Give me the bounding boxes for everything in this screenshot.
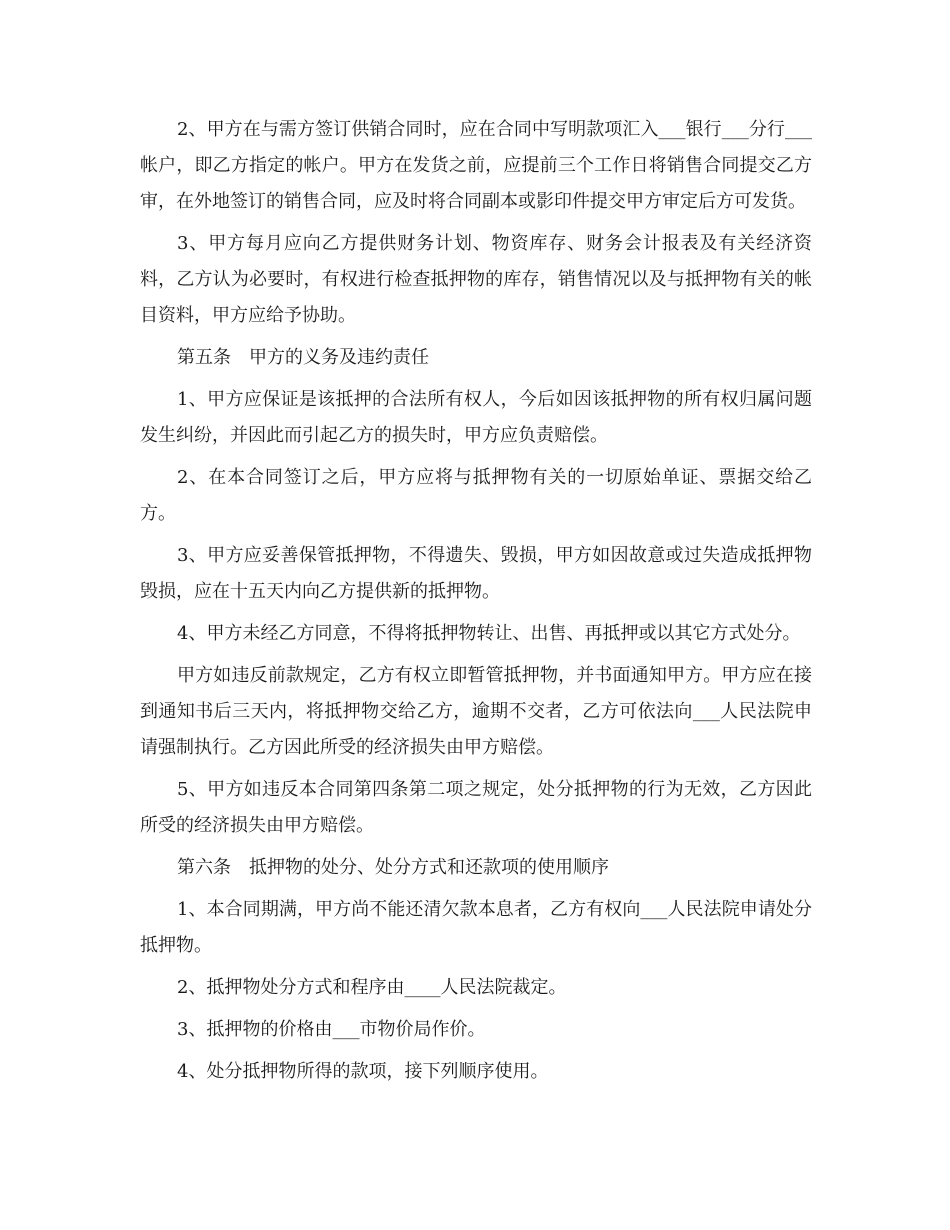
article-5-heading: 第五条 甲方的义务及违约责任 — [177, 347, 429, 368]
clause-6-2-paragraph: 2、抵押物处分方式和程序由____人民法院裁定。 — [177, 977, 567, 998]
clause-5-5-paragraph: 5、甲方如违反本合同第四条第二项之规定，处分抵押物的行为无效，乙方因此所受的经济损失由甲方赔偿。 — [140, 779, 812, 836]
article-6-heading: 第六条 抵押物的处分、处分方式和还款项的使用顺序 — [177, 857, 609, 878]
clause-6-3-paragraph: 3、抵押物的价格由___市物价局作价。 — [177, 1019, 486, 1040]
clause-5-1-paragraph: 1、甲方应保证是该抵押的合法所有权人，今后如因该抵押物的所有权归属问题发生纠纷，并因此而引起乙方的损失时，甲方应负责赔偿。 — [140, 389, 812, 446]
document-body — [140, 112, 812, 1096]
clause-5-3-paragraph: 3、甲方应妥善保管抵押物，不得遗失、毁损，甲方如因故意或过失造成抵押物毁损，应在十五天内向乙方提供新的抵押物。 — [140, 545, 812, 602]
clause-6-4-paragraph: 4、处分抵押物所得的款项，接下列顺序使用。 — [177, 1061, 549, 1082]
clause-5-2-paragraph: 2、在本合同签订之后，甲方应将与抵押物有关的一切原始单证、票据交给乙方。 — [140, 467, 812, 524]
clause-4-3-paragraph: 3、甲方每月应向乙方提供财务计划、物资库存、财务会计报表及有关经济资料，乙方认为必要时，有权进行检查抵押物的库存，销售情况以及与抵押物有关的帐目资料，甲方应给予协助。 — [140, 233, 812, 326]
clause-6-1-paragraph: 1、本合同期满，甲方尚不能还清欠款本息者，乙方有权向___人民法院申请处分抵押物。 — [140, 899, 812, 956]
clause-5-4-paragraph: 4、甲方未经乙方同意，不得将抵押物转让、出售、再抵押或以其它方式处分。 — [177, 623, 801, 644]
clause-4-2-paragraph: 2、甲方在与需方签订供销合同时，应在合同中写明款项汇入___银行___分行___帐户，即乙方指定的帐户。甲方在发货之前，应提前三个工作日将销售合同提交乙方审，在外地签订的销售合同，应及时将合同副本或影印件提交甲方审定后方可发货。 — [140, 119, 812, 212]
clause-5-4-violation-paragraph: 甲方如违反前款规定，乙方有权立即暂管抵押物，并书面通知甲方。甲方应在接到通知书后三天内，将抵押物交给乙方，逾期不交者，乙方可依法向___人民法院申请强制执行。乙方因此所受的经济损失由甲方赔偿。 — [140, 665, 812, 758]
